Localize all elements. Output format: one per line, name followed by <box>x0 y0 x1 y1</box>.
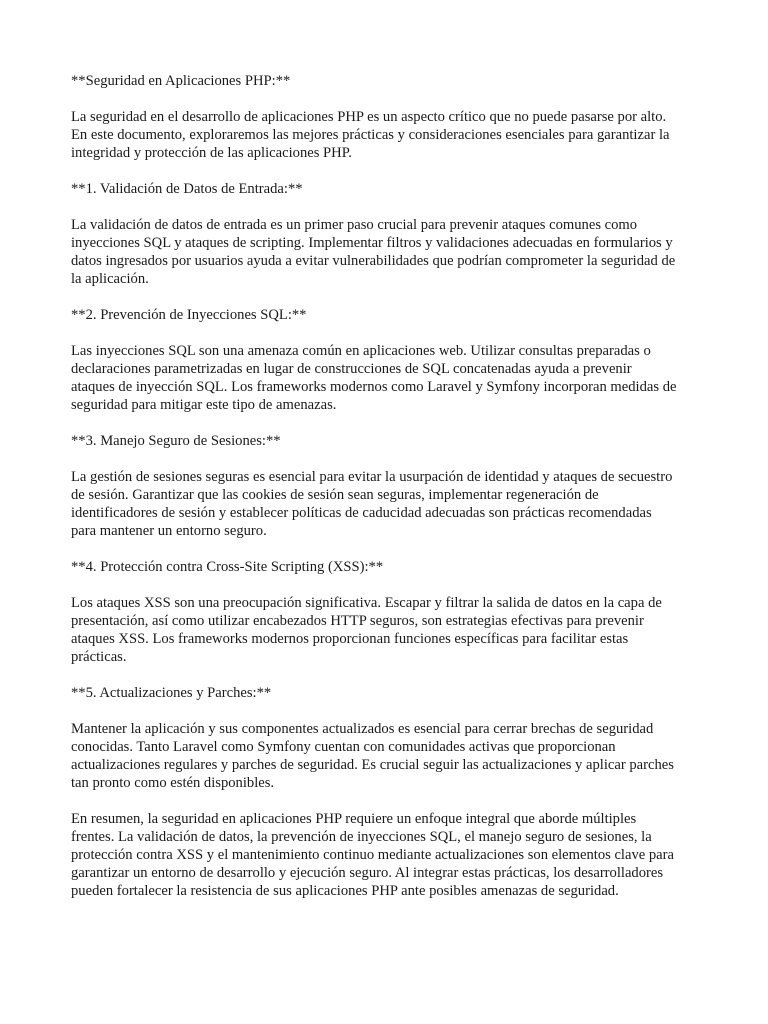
paragraph-line: protección contra XSS y el mantenimiento continuo mediante actualizaciones son elementos clave para <box>71 847 674 863</box>
spacer <box>71 414 711 432</box>
paragraph-line: conocidas. Tanto Laravel como Symfony cuentan con comunidades activas que proporcionan <box>71 739 616 755</box>
document-title <box>71 72 711 90</box>
spacer <box>71 162 711 180</box>
paragraph-line: Los ataques XSS son una preocupación significativa. Escapar y filtrar la salida de datos en la capa de <box>71 595 662 611</box>
spacer <box>71 288 711 306</box>
spacer <box>71 576 711 594</box>
section-heading-xss <box>71 558 711 576</box>
paragraph-line: La gestión de sesiones seguras es esencial para evitar la usurpación de identidad y ataques de secuestro <box>71 469 673 485</box>
conclusion-paragraph <box>71 810 711 900</box>
paragraph-line: En este documento, exploraremos las mejores prácticas y consideraciones esenciales para garantizar la <box>71 127 670 143</box>
paragraph-line: datos ingresados por usuarios ayuda a evitar vulnerabilidades que podrían comprometer la seguridad de <box>71 253 676 269</box>
paragraph-line: En resumen, la seguridad en aplicaciones PHP requiere un enfoque integral que aborde múltiples <box>71 811 637 827</box>
paragraph-line: pueden fortalecer la resistencia de sus aplicaciones PHP ante posibles amenazas de seguridad. <box>71 883 619 899</box>
paragraph-line: Mantener la aplicación y sus componentes actualizados es esencial para cerrar brechas de seguridad <box>71 721 654 737</box>
paragraph-line: la aplicación. <box>71 271 149 287</box>
document-body <box>71 72 711 900</box>
intro-paragraph <box>71 108 711 162</box>
spacer <box>71 666 711 684</box>
section-heading-sessions <box>71 432 711 450</box>
paragraph-line: ataques XSS. Los frameworks modernos proporcionan funciones específicas para facilitar estas <box>71 631 629 647</box>
paragraph-line: garantizar un entorno de desarrollo y ejecución seguro. Al integrar estas prácticas, los desarrolladores <box>71 865 664 881</box>
section-paragraph-sql-injection <box>71 342 711 414</box>
paragraph-line: de sesión. Garantizar que las cookies de sesión sean seguras, implementar regeneración de <box>71 487 599 503</box>
paragraph-line: para mantener un entorno seguro. <box>71 523 267 539</box>
spacer <box>71 450 711 468</box>
paragraph-line: tan pronto como estén disponibles. <box>71 775 275 791</box>
section-heading-validation <box>71 180 711 198</box>
paragraph-line: La seguridad en el desarrollo de aplicaciones PHP es un aspecto crítico que no puede pasarse por alto. <box>71 109 667 125</box>
paragraph-line: actualizaciones regulares y parches de seguridad. Es crucial seguir las actualizaciones y aplicar parches <box>71 757 674 773</box>
spacer <box>71 792 711 810</box>
paragraph-line: inyecciones SQL y ataques de scripting. Implementar filtros y validaciones adecuadas en formularios y <box>71 235 673 251</box>
heading-text: **3. Manejo Seguro de Sesiones:** <box>71 433 281 449</box>
paragraph-line: La validación de datos de entrada es un primer paso crucial para prevenir ataques comunes como <box>71 217 638 233</box>
paragraph-line: frentes. La validación de datos, la prevención de inyecciones SQL, el manejo seguro de sesiones, la <box>71 829 652 845</box>
spacer <box>71 90 711 108</box>
heading-text: **4. Protección contra Cross-Site Scripting (XSS):** <box>71 559 384 575</box>
paragraph-line: identificadores de sesión y establecer políticas de caducidad adecuadas son prácticas recomendadas <box>71 505 652 521</box>
paragraph-line: Las inyecciones SQL son una amenaza común en aplicaciones web. Utilizar consultas preparadas o <box>71 343 651 359</box>
section-paragraph-validation <box>71 216 711 288</box>
heading-text: **2. Prevención de Inyecciones SQL:** <box>71 307 307 323</box>
section-paragraph-updates <box>71 720 711 792</box>
paragraph-line: ataques de inyección SQL. Los frameworks modernos como Laravel y Symfony incorporan medidas de <box>71 379 677 395</box>
section-heading-updates <box>71 684 711 702</box>
spacer <box>71 540 711 558</box>
spacer <box>71 324 711 342</box>
section-paragraph-sessions <box>71 468 711 540</box>
paragraph-line: seguridad para mitigar este tipo de amenazas. <box>71 397 337 413</box>
spacer <box>71 198 711 216</box>
paragraph-line: integridad y protección de las aplicaciones PHP. <box>71 145 352 161</box>
paragraph-line: prácticas. <box>71 649 127 665</box>
title-text: **Seguridad en Aplicaciones PHP:** <box>71 73 291 89</box>
section-heading-sql-injection <box>71 306 711 324</box>
spacer <box>71 702 711 720</box>
paragraph-line: presentación, así como utilizar encabezados HTTP seguros, son estrategias efectivas para prevenir <box>71 613 644 629</box>
heading-text: **5. Actualizaciones y Parches:** <box>71 685 272 701</box>
section-paragraph-xss <box>71 594 711 666</box>
paragraph-line: declaraciones parametrizadas en lugar de construcciones de SQL concatenadas ayuda a prevenir <box>71 361 632 377</box>
heading-text: **1. Validación de Datos de Entrada:** <box>71 181 303 197</box>
